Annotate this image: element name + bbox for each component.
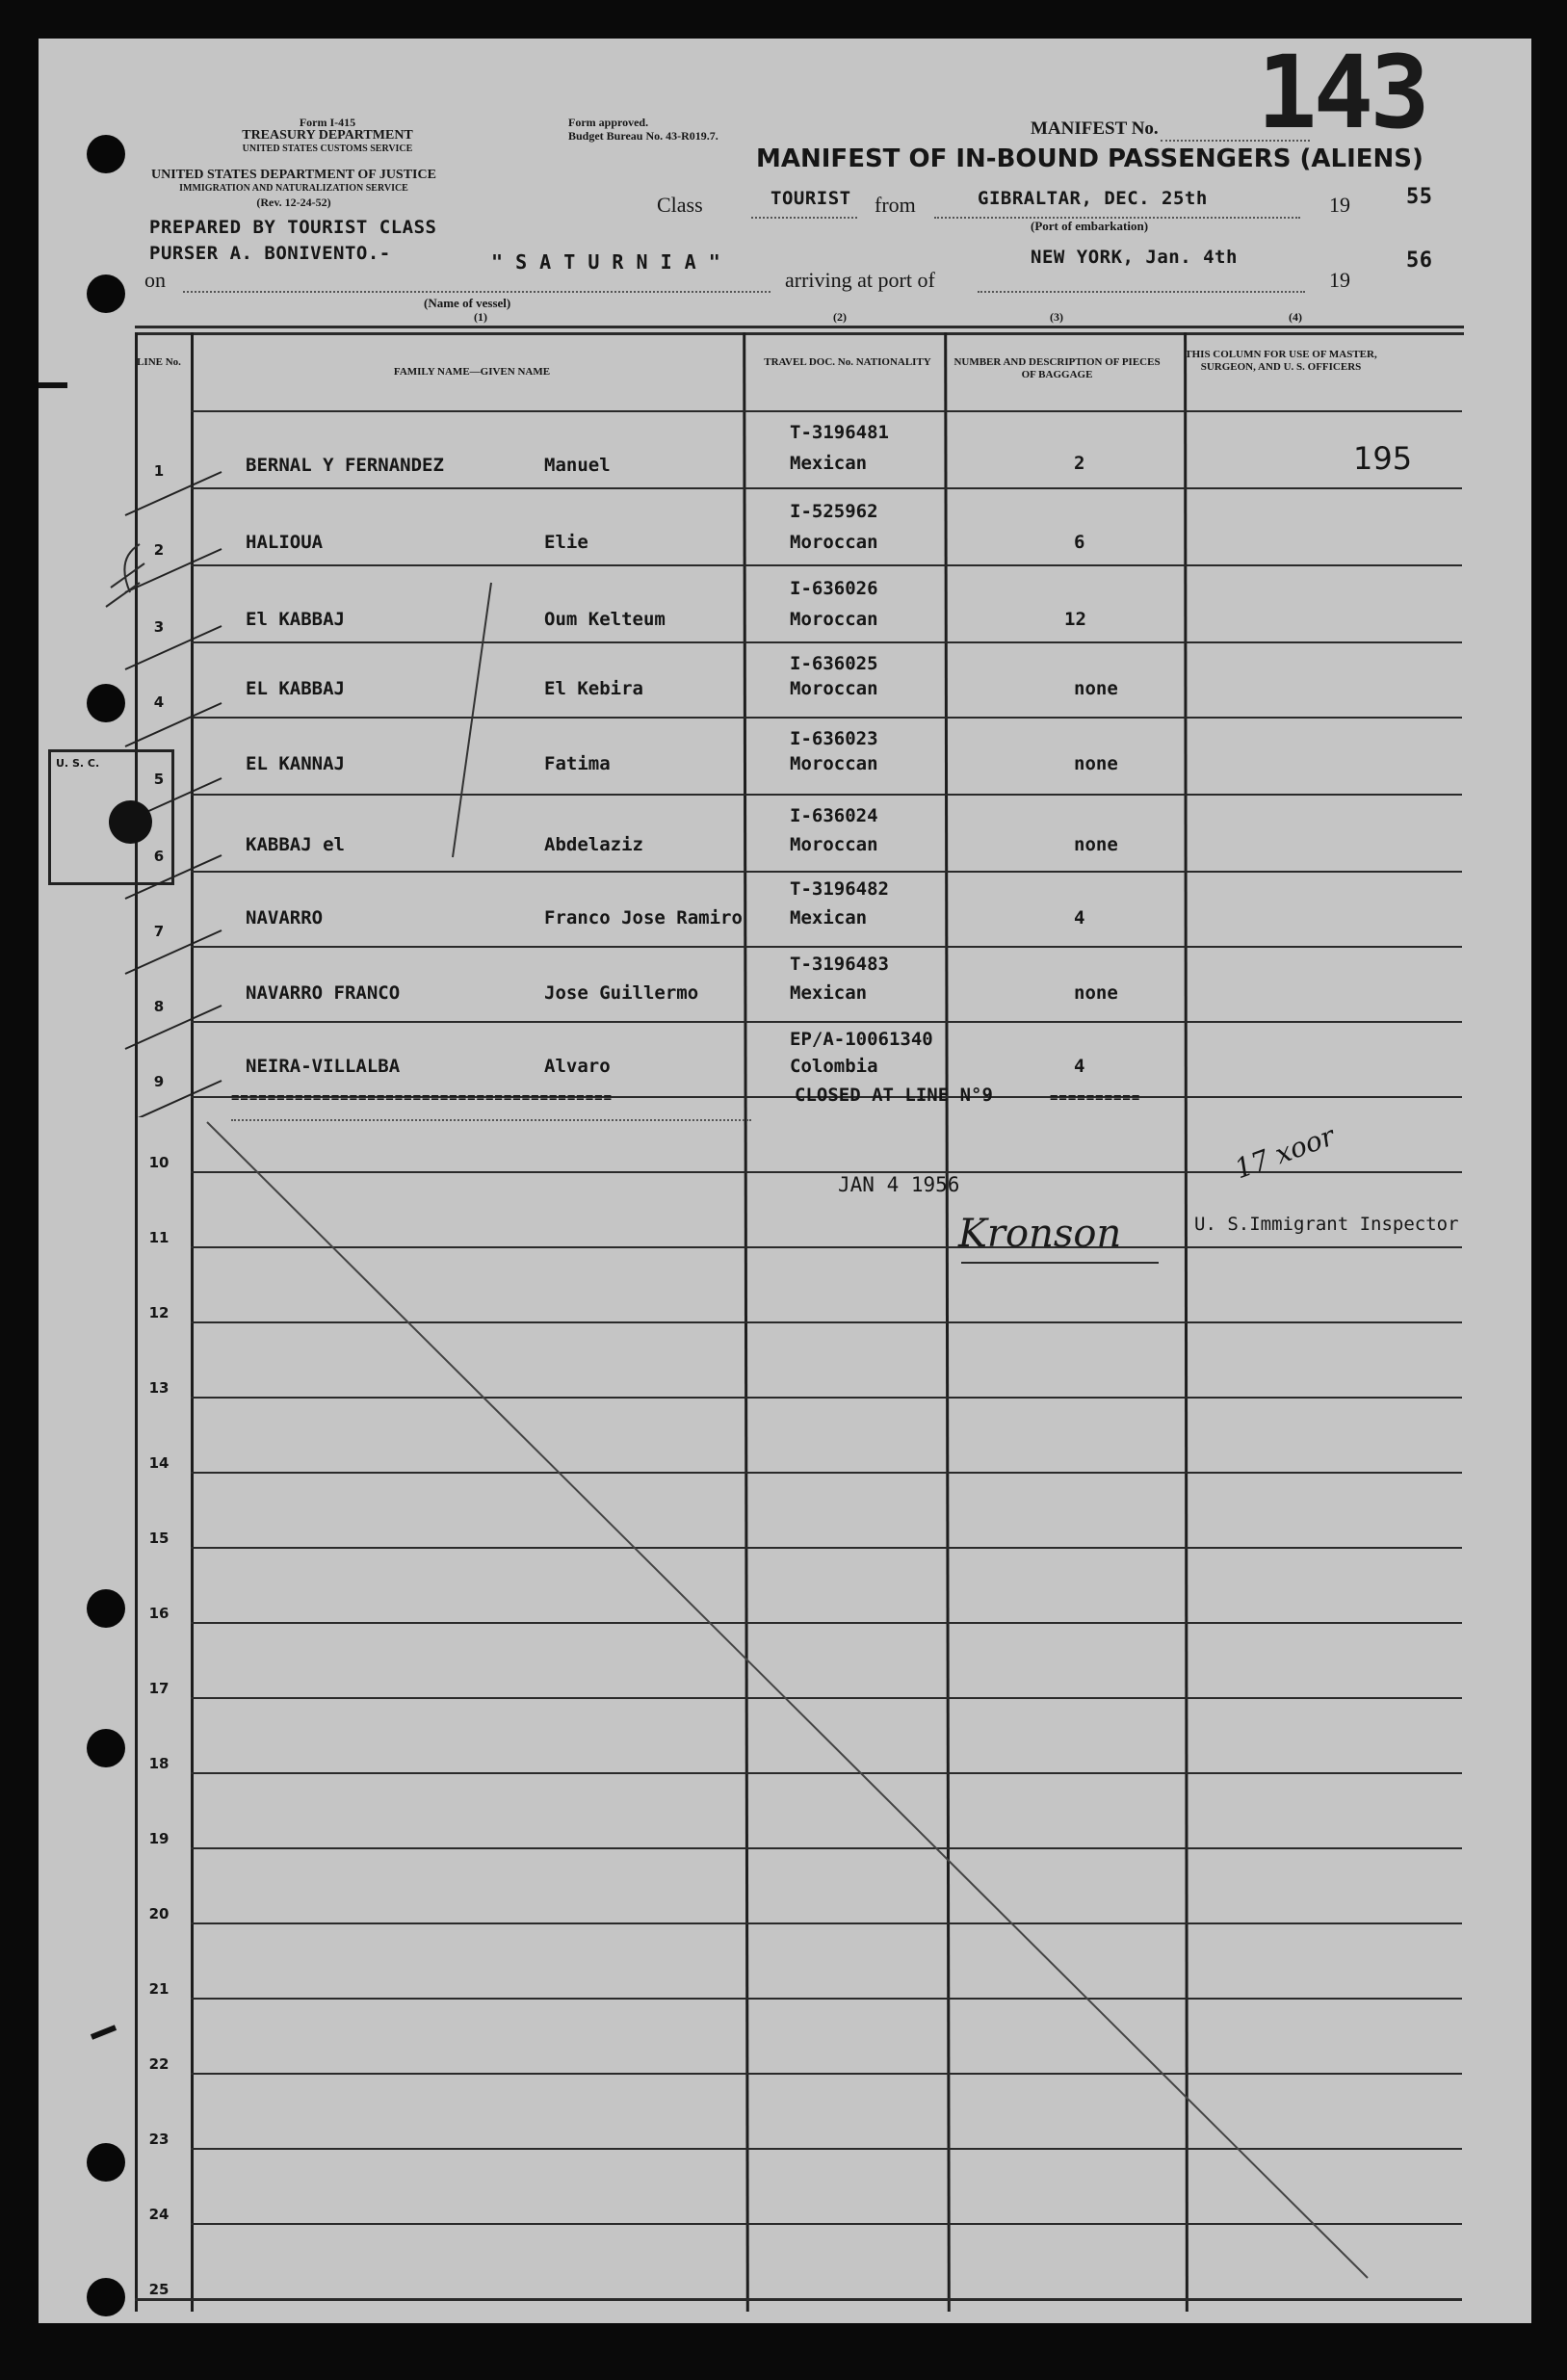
class-value: TOURIST (770, 188, 851, 209)
date-stamp: JAN 4 1956 (838, 1173, 960, 1196)
given-name: Elie (544, 532, 588, 553)
given-name: Franco Jose Ramiro (544, 907, 743, 928)
line-number: 22 (148, 2055, 170, 2073)
family-name: HALIOUA (246, 532, 324, 553)
nationality: Moroccan (790, 532, 878, 553)
line-number: 7 (153, 923, 165, 940)
family-name: NAVARRO (246, 907, 324, 928)
purser-line: PURSER A. BONIVENTO.- (149, 243, 391, 264)
travel-doc-number: T-3196483 (790, 954, 889, 975)
header-name: FAMILY NAME—GIVEN NAME (393, 366, 551, 378)
travel-doc-number: I-636024 (790, 805, 878, 826)
family-name: KABBAJ el (246, 834, 345, 855)
travel-doc-number: T-3196481 (790, 422, 889, 443)
customs-service: UNITED STATES CUSTOMS SERVICE (242, 144, 413, 154)
port-embark-label: (Port of embarkation) (1031, 219, 1149, 233)
given-name: Jose Guillermo (544, 982, 699, 1004)
arrival-port: NEW YORK, Jan. 4th (1031, 247, 1238, 268)
given-name: Abdelaziz (544, 834, 643, 855)
line-number: 8 (153, 998, 165, 1015)
header-baggage: NUMBER AND DESCRIPTION OF PIECES OF BAGGAGE (953, 356, 1161, 380)
baggage: none (1074, 678, 1118, 699)
nationality: Moroccan (790, 753, 878, 774)
line-number: 3 (153, 618, 165, 636)
line-number: 17 (148, 1680, 170, 1697)
inspector-title: U. S.Immigrant Inspector (1194, 1214, 1459, 1235)
form-number: Form I-415 (299, 116, 356, 129)
line-number: 15 (148, 1530, 170, 1547)
officer-note: 195 (1353, 440, 1413, 477)
given-name: El Kebira (544, 678, 643, 699)
nationality: Mexican (790, 982, 868, 1004)
nationality: Moroccan (790, 834, 878, 855)
col-num-1: (1) (474, 310, 487, 324)
baggage: none (1074, 834, 1118, 855)
closing-dashes: ========== (1050, 1090, 1141, 1106)
line-number: 2 (153, 541, 165, 559)
manifest-page (39, 39, 1531, 2323)
class-label: Class (657, 193, 703, 217)
line-number: 16 (148, 1605, 170, 1622)
line-number: 20 (148, 1905, 170, 1922)
family-name: BERNAL Y FERNANDEZ (246, 455, 444, 476)
nationality: Colombia (790, 1056, 878, 1077)
family-name: EL KANNAJ (246, 753, 345, 774)
closed-at-line: CLOSED AT LINE N°9 (795, 1085, 993, 1106)
nationality: Mexican (790, 907, 868, 928)
travel-doc-number: EP/A-10061340 (790, 1029, 933, 1050)
ins-service: IMMIGRATION AND NATURALIZATION SERVICE (179, 183, 408, 194)
embark-year-prefix: 19 (1329, 193, 1350, 217)
col-num-3: (3) (1050, 310, 1063, 324)
from-label: from (875, 193, 916, 217)
line-number: 12 (148, 1304, 170, 1321)
baggage: none (1074, 982, 1118, 1004)
cancel-diagonal-line (39, 39, 1531, 2323)
travel-doc-number: I-525962 (790, 501, 878, 522)
travel-doc-number: I-636023 (790, 728, 878, 749)
prepared-line: PREPARED BY TOURIST CLASS (149, 217, 437, 238)
side-stamp: U. S. C. (48, 749, 174, 885)
margin-count-note: 17 xoor (1230, 1119, 1339, 1186)
treasury-department: TREASURY DEPARTMENT (242, 128, 413, 143)
header-officers: THIS COLUMN FOR USE OF MASTER, SURGEON, AND U. S. OFFICERS (1185, 349, 1377, 373)
line-number: 10 (148, 1154, 170, 1171)
form-approved: Form approved. Budget Bureau No. 43-R019.7. (568, 116, 718, 143)
family-name: EL KABBAJ (246, 678, 345, 699)
line-number: 18 (148, 1755, 170, 1772)
line-number: 9 (153, 1073, 165, 1090)
given-name: Alvaro (544, 1056, 611, 1077)
line-number: 6 (153, 848, 165, 865)
vessel-name: " S A T U R N I A " (491, 250, 721, 274)
line-number: 14 (148, 1454, 170, 1472)
given-name: Fatima (544, 753, 611, 774)
family-name: NAVARRO FRANCO (246, 982, 401, 1004)
baggage: 4 (1074, 1056, 1085, 1077)
vessel-label: (Name of vessel) (424, 296, 511, 310)
line-number: 24 (148, 2206, 170, 2223)
baggage: 12 (1064, 609, 1086, 630)
manifest-no-label: MANIFEST No. (1031, 118, 1159, 139)
given-name: Manuel (544, 455, 611, 476)
line-number: 4 (153, 693, 165, 711)
page-title: MANIFEST OF IN-BOUND PASSENGERS (ALIENS) (756, 144, 1423, 173)
closing-dashes: ========================================== (231, 1090, 614, 1106)
line-number: 5 (153, 771, 165, 788)
line-number: 11 (148, 1229, 170, 1246)
arriving-label: arriving at port of (785, 268, 935, 292)
family-name: NEIRA-VILLALBA (246, 1056, 401, 1077)
header-line-no: LINE No. (137, 356, 181, 368)
manifest-number: 143 (1257, 39, 1426, 151)
header-travel-doc: TRAVEL DOC. No. NATIONALITY (764, 356, 931, 368)
embark-port: GIBRALTAR, DEC. 25th (978, 188, 1208, 209)
inspector-signature: Kronson (958, 1212, 1122, 1256)
on-label: on (144, 268, 166, 292)
line-number: 1 (153, 462, 165, 480)
baggage: 6 (1074, 532, 1085, 553)
travel-doc-number: I-636025 (790, 653, 878, 674)
line-number: 25 (148, 2281, 170, 2298)
col-num-2: (2) (833, 310, 847, 324)
nationality: Mexican (790, 453, 868, 474)
baggage: 2 (1074, 453, 1085, 474)
line-number: 19 (148, 1830, 170, 1847)
travel-doc-number: I-636026 (790, 578, 878, 599)
embark-year: 55 (1406, 185, 1433, 209)
line-number: 21 (148, 1980, 170, 1998)
justice-department: UNITED STATES DEPARTMENT OF JUSTICE (151, 168, 436, 182)
col-num-4: (4) (1289, 310, 1302, 324)
line-number: 23 (148, 2131, 170, 2148)
baggage: 4 (1074, 907, 1085, 928)
arrival-year: 56 (1406, 248, 1433, 273)
baggage: none (1074, 753, 1118, 774)
arrival-year-prefix: 19 (1329, 268, 1350, 292)
line-number: 13 (148, 1379, 170, 1397)
family-name: El KABBAJ (246, 609, 345, 630)
nationality: Moroccan (790, 678, 878, 699)
nationality: Moroccan (790, 609, 878, 630)
revision: (Rev. 12-24-52) (256, 196, 331, 209)
travel-doc-number: T-3196482 (790, 878, 889, 900)
given-name: Oum Kelteum (544, 609, 666, 630)
